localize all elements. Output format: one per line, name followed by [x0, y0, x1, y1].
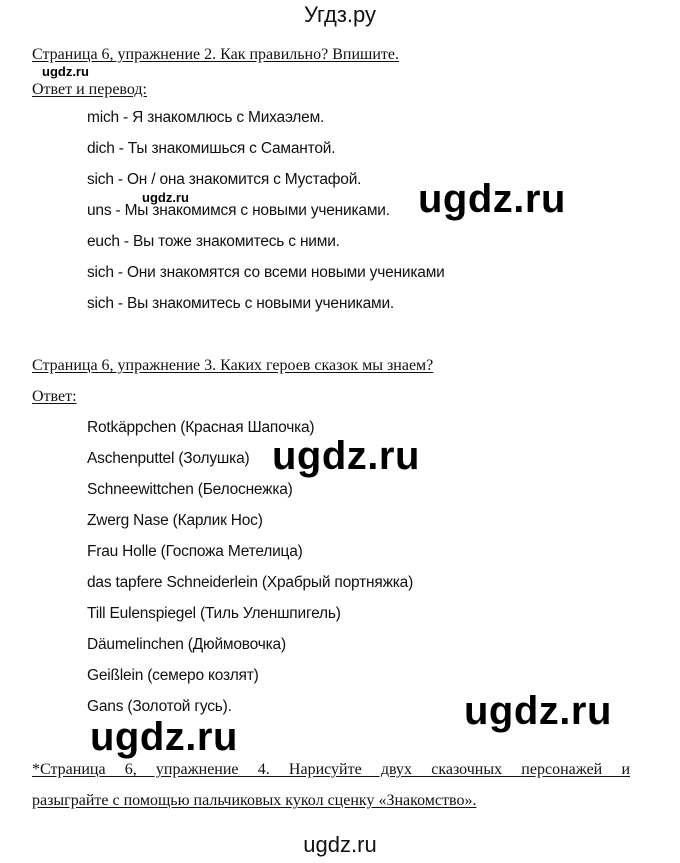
list-item: das tapfere Schneiderlein (Храбрый портняжка)	[87, 574, 414, 591]
list-item: Till Eulenspiegel (Тиль Уленшпигель)	[87, 605, 341, 622]
list-item: Gans (Золотой гусь).	[87, 698, 232, 715]
watermark-small: ugdz.ru	[42, 64, 89, 79]
list-item: Däumelinchen (Дюймовочка)	[87, 636, 286, 653]
list-item: Zwerg Nase (Карлик Нос)	[87, 512, 263, 529]
watermark-large: ugdz.ru	[90, 715, 238, 759]
list-item: Aschenputtel (Золушка)	[87, 450, 250, 467]
list-item: dich - Ты знакомишься с Самантой.	[87, 140, 336, 157]
section1-answer-label: Ответ и перевод:	[32, 81, 147, 98]
list-item: sich - Они знакомятся со всеми новыми учениками	[87, 264, 445, 281]
section3-line-2: разыграйте с помощью пальчиковых кукол сценку «Знакомство».	[32, 792, 477, 809]
section2-answer-label: Ответ:	[32, 388, 77, 405]
list-item: mich - Я знакомлюсь с Михаэлем.	[87, 109, 325, 126]
site-header: Угдз.ру	[303, 2, 377, 27]
section1-title: Страница 6, упражнение 2. Как правильно? Впишите.	[32, 46, 399, 63]
list-item: Geißlein (семеро козлят)	[87, 667, 259, 684]
list-item: uns - Мы знакомимся с новыми учениками.	[87, 202, 390, 219]
list-item: sich - Вы знакомитесь с новыми учениками.	[87, 295, 395, 312]
list-item: Frau Holle (Госпожа Метелица)	[87, 543, 303, 560]
list-item: Schneewittchen (Белоснежка)	[87, 481, 293, 498]
list-item: euch - Вы тоже знакомитесь с ними.	[87, 233, 340, 250]
list-item: Rotkäppchen (Красная Шапочка)	[87, 419, 315, 436]
watermark-large: ugdz.ru	[464, 689, 612, 733]
section3-line-1: *Страница 6, упражнение 4. Нарисуйте двух сказочных персонажей и	[32, 761, 630, 778]
watermark-large: ugdz.ru	[418, 177, 566, 221]
section2-title: Страница 6, упражнение 3. Каких героев сказок мы знаем?	[32, 357, 434, 374]
list-item: sich - Он / она знакомится с Мустафой.	[87, 171, 362, 188]
site-footer: ugdz.ru	[303, 832, 377, 857]
watermark-small: ugdz.ru	[142, 190, 189, 205]
watermark-large: ugdz.ru	[272, 434, 420, 478]
